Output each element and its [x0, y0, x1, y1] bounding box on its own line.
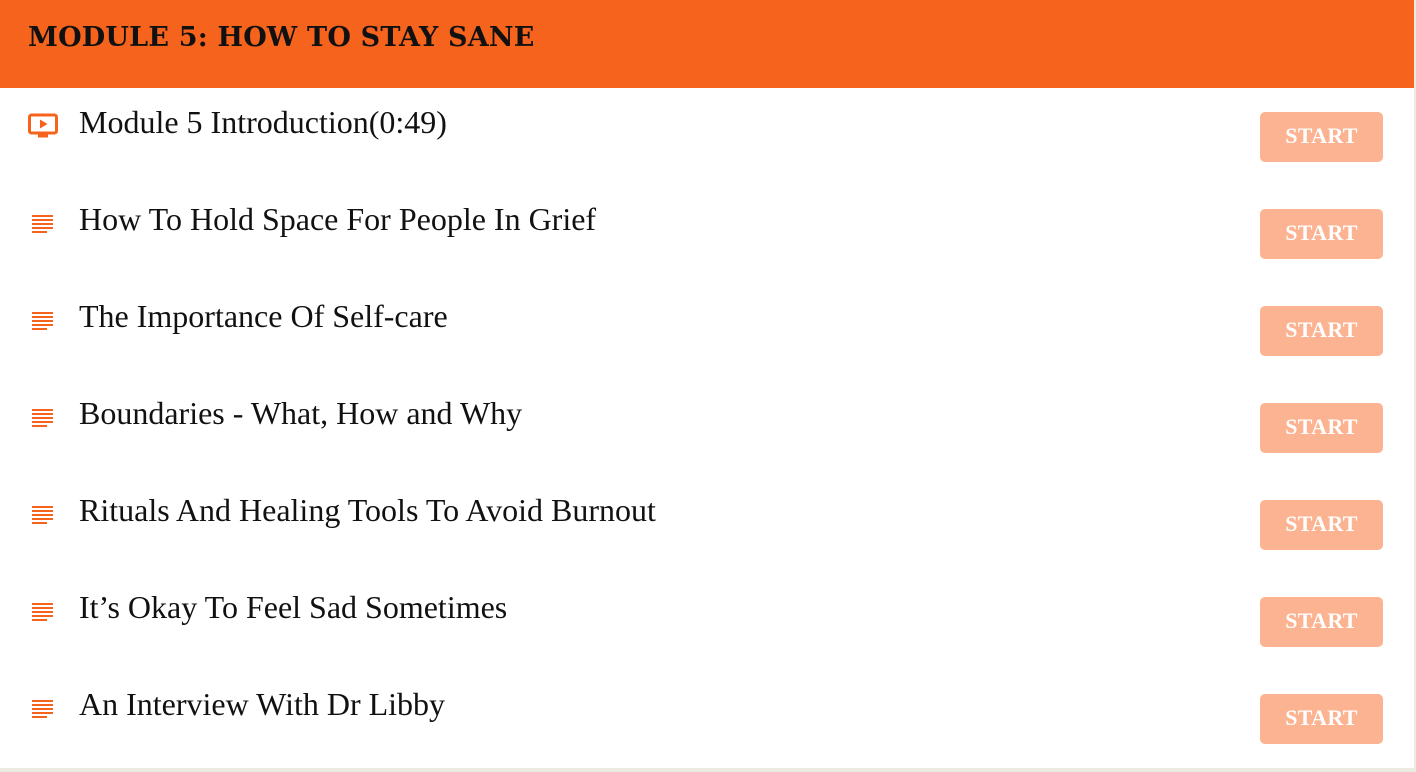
lesson-title[interactable]: It’s Okay To Feel Sad Sometimes — [79, 589, 508, 625]
text-lines-icon — [28, 304, 58, 334]
lesson-title[interactable]: Boundaries - What, How and Why — [79, 395, 523, 431]
lesson-title[interactable]: An Interview With Dr Libby — [79, 686, 446, 722]
lesson-row[interactable] — [0, 88, 1414, 185]
lesson-title[interactable]: Rituals And Healing Tools To Avoid Burnout — [79, 492, 656, 528]
lesson-row[interactable] — [0, 670, 1414, 767]
lesson-row[interactable] — [0, 185, 1414, 282]
module-title: MODULE 5: HOW TO STAY SANE — [28, 22, 535, 53]
lesson-row[interactable] — [0, 379, 1414, 476]
text-lines-icon — [28, 207, 58, 237]
lesson-row[interactable] — [0, 476, 1414, 573]
start-button[interactable]: START — [1260, 597, 1383, 647]
start-button[interactable]: START — [1260, 500, 1383, 550]
lesson-title[interactable]: The Importance Of Self-care — [79, 298, 448, 334]
start-button[interactable]: START — [1260, 306, 1383, 356]
text-lines-icon — [28, 498, 58, 528]
lesson-title[interactable]: How To Hold Space For People In Grief — [79, 201, 597, 237]
lesson-title[interactable]: Module 5 Introduction(0:49) — [79, 104, 447, 140]
text-lines-icon — [28, 692, 58, 722]
start-button[interactable]: START — [1260, 112, 1383, 162]
lesson-row[interactable] — [0, 573, 1414, 670]
text-lines-icon — [28, 401, 58, 431]
start-button[interactable]: START — [1260, 694, 1383, 744]
module-header — [0, 0, 1414, 88]
start-button[interactable]: START — [1260, 209, 1383, 259]
start-button[interactable]: START — [1260, 403, 1383, 453]
video-play-icon — [28, 110, 58, 140]
lesson-row[interactable] — [0, 282, 1414, 379]
text-lines-icon — [28, 595, 58, 625]
